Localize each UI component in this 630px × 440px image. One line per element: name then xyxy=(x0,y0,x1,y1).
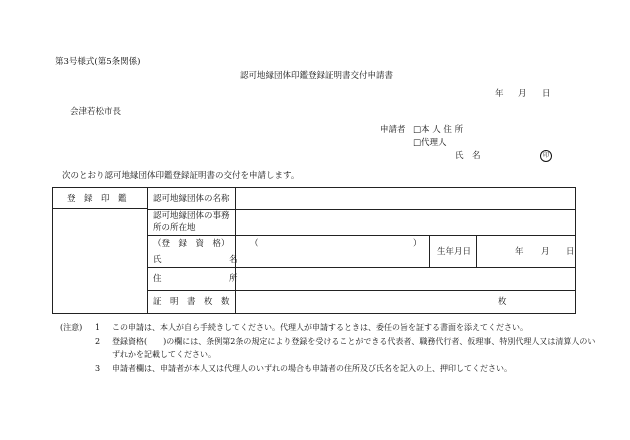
date-day-label: 日 xyxy=(542,89,551,99)
birth-label: 生年月日 xyxy=(437,247,472,257)
person-name-label-first: 氏 xyxy=(153,255,162,265)
applicant-label: 申請者 xyxy=(380,125,406,135)
intro-text: 次のとおり認可地縁団体印鑑登録証明書の交付を申請します。 xyxy=(62,171,300,181)
person-name-field[interactable] xyxy=(235,235,430,268)
address-label-first: 住 xyxy=(153,274,162,284)
note-number: 2 xyxy=(95,336,101,346)
form-title: 認可地縁団体印鑑登録証明書交付申請書 xyxy=(240,71,394,81)
note-item xyxy=(60,362,600,376)
org-name-field[interactable] xyxy=(235,187,576,210)
note-item xyxy=(60,321,600,335)
office-address-field[interactable] xyxy=(235,209,576,236)
org-name-label: 認可地縁団体の名称 xyxy=(153,194,230,204)
address-label-second: 所 xyxy=(229,274,238,284)
note-text: この申請は、本人が自ら手続きしてください。代理人が申請するときは、委任の旨を証する書面を添えてください。 xyxy=(112,323,528,332)
notes-section xyxy=(60,321,600,375)
birth-year-label: 年 xyxy=(515,247,524,257)
date-year-label: 年 xyxy=(495,89,504,99)
office-label-line1: 認可地縁団体の事務 xyxy=(153,211,230,221)
copies-label: 証 明 書 枚 数 xyxy=(153,297,230,307)
birth-day-label: 日 xyxy=(566,247,575,257)
seal-label: 登 録 印 鑑 xyxy=(67,194,127,204)
note-text: 登録資格( )の欄には、条例第2条の規定により登録を受けることができる代表者、職務代行者、仮理事、特別代理人又は清算人のいずれかを記載してください。 xyxy=(112,336,596,359)
notes-heading: (注意) xyxy=(60,323,83,332)
birth-date-field[interactable] xyxy=(476,235,576,268)
date-month-label: 月 xyxy=(518,89,527,99)
qualification-paren-close: ） xyxy=(413,239,422,249)
addressee: 会津若松市長 xyxy=(70,107,122,117)
applicant-agent-option[interactable]: □代理人 xyxy=(413,138,447,148)
person-name-label-second: 名 xyxy=(229,255,238,265)
applicant-name-label: 氏 名 xyxy=(455,151,481,161)
address-field[interactable] xyxy=(235,267,576,291)
qualification-label: （登 録 資 格） xyxy=(153,239,230,249)
form-number: 第3号様式(第5条関係) xyxy=(55,57,141,67)
seal-header-cell xyxy=(52,187,148,209)
office-label-line2: 所の所在地 xyxy=(153,223,196,233)
applicant-self-option[interactable]: □本 人 住 所 xyxy=(413,125,464,135)
note-item xyxy=(60,335,600,362)
seal-mark: 印 xyxy=(540,150,552,162)
copies-unit: 枚 xyxy=(498,297,507,307)
qualification-paren-open: （ xyxy=(250,239,259,249)
copies-field[interactable] xyxy=(235,290,576,314)
note-text: 申請者欄は、申請者が本人又は代理人のいずれの場合も申請者の住所及び氏名を記入の上、押印してください。 xyxy=(112,363,512,373)
birth-month-label: 月 xyxy=(541,247,550,257)
note-number: 1 xyxy=(95,323,101,332)
note-number: 3 xyxy=(95,363,101,373)
